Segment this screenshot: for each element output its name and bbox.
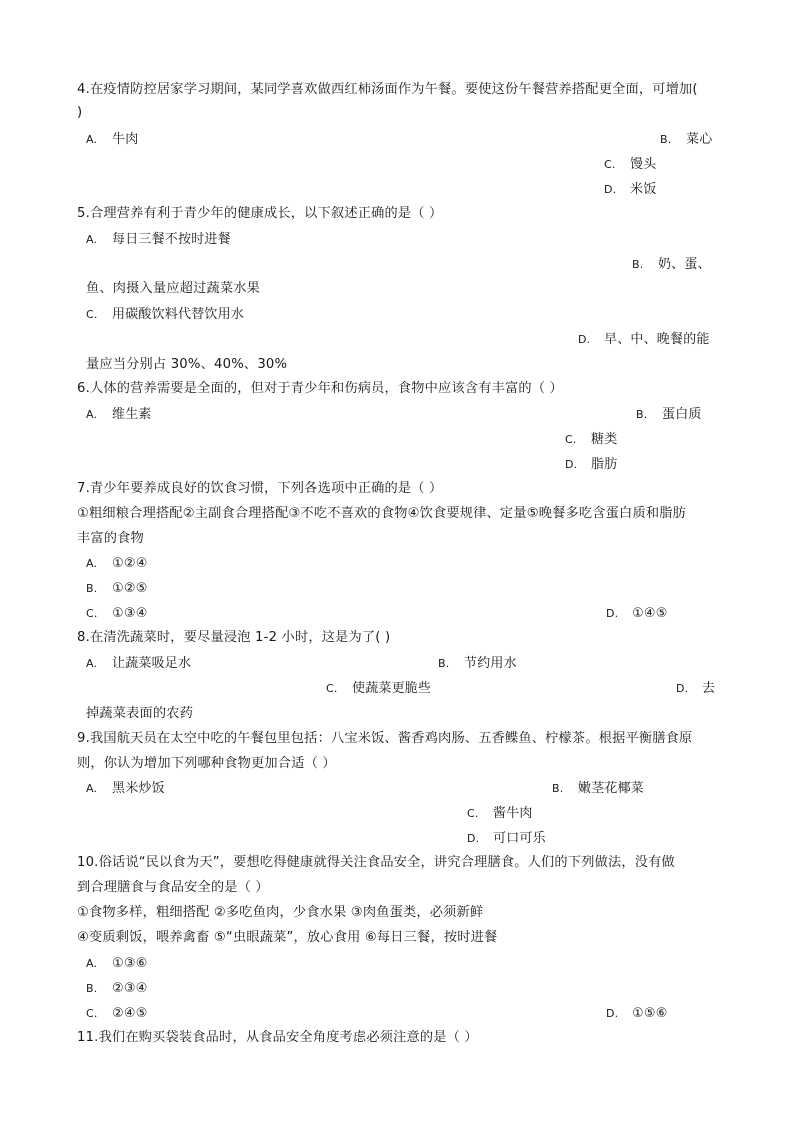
option-text: ②③④ [112,981,148,996]
option-label: B. [636,408,648,421]
q8-option-b[interactable] [438,655,517,672]
option-text: ①④⑤ [632,606,668,621]
q8-option-d[interactable] [676,680,715,697]
q10-stem-line1: 10.俗话说“民以食为天”，要想吃得健康就得关注食品安全，讲究合理膳食。人们的下列做法，没有做 [77,855,675,870]
option-text: 牛肉 [112,132,139,147]
option-label: C. [86,308,98,321]
q9-stem-line2: 则，你认为增加下列哪种食物更加合适（ ） [77,756,336,771]
q10-option-c[interactable] [86,1005,148,1022]
option-label: B. [552,782,564,795]
q5-option-b-continued: 鱼、肉摄入量应超过蔬菜水果 [86,281,261,296]
q4-option-d[interactable] [604,181,656,198]
q10-items-line2: ④变质剩饭，喂养禽畜 ⑤“虫眼蔬菜”，放心食用 ⑥每日三餐，按时进餐 [77,930,498,945]
option-label: B. [86,982,98,995]
option-label: A. [86,133,98,146]
option-text: 让蔬菜吸足水 [112,656,192,671]
q7-items-line2: 丰富的食物 [77,531,144,546]
q7-option-d[interactable] [606,605,668,622]
option-text: 米饭 [630,182,657,197]
option-label: D. [676,682,689,695]
q5-stem: 5.合理营养有利于青少年的健康成长，以下叙述正确的是（ ） [77,206,443,221]
option-text: 酱牛肉 [493,806,533,821]
option-text: ②④⑤ [112,1006,148,1021]
option-text: ①③④ [112,606,148,621]
option-label: C. [326,682,338,695]
option-text: 每日三餐不按时进餐 [112,232,231,247]
option-label: A. [86,557,98,570]
option-label: B. [86,582,98,595]
q8-stem: 8.在清洗蔬菜时，要尽量浸泡 1-2 小时，这是为了( ) [77,630,391,645]
option-text: 奶、蛋、 [658,257,711,272]
q9-option-c[interactable] [467,805,533,822]
option-label: D. [606,607,619,620]
q5-option-d[interactable] [578,331,710,348]
option-text: 脂肪 [591,457,618,472]
option-label: A. [86,782,98,795]
q4-option-a[interactable] [86,131,138,148]
q5-option-b[interactable] [632,256,711,273]
option-text: 馒头 [630,157,657,172]
q7-option-b[interactable] [86,580,148,597]
q6-option-d[interactable] [565,456,617,473]
option-text: ①②④ [112,556,148,571]
option-label: D. [467,832,480,845]
q6-option-c[interactable] [565,431,617,448]
option-label: D. [604,183,617,196]
q4-option-c[interactable] [604,156,656,173]
q7-items-line1: ①粗细粮合理搭配②主副食合理搭配③不吃不喜欢的食物④饮食要规律、定量⑤晚餐多吃含蛋白质和脂肪 [77,506,686,521]
option-label: B. [632,258,644,271]
q6-stem: 6.人体的营养需要是全面的，但对于青少年和伤病员，食物中应该含有丰富的（ ） [77,381,563,396]
q5-option-a[interactable] [86,231,231,248]
q10-stem-line2: 到合理膳食与食品安全的是（ ） [77,880,269,895]
q10-option-d[interactable] [606,1005,668,1022]
q5-option-d-continued: 量应当分别占 30%、40%、30% [86,357,288,372]
q6-option-b[interactable] [636,406,702,423]
q4-stem-line2: ) [77,105,83,120]
option-text: 用碳酸饮料代替饮用水 [112,307,245,322]
option-text: ①②⑤ [112,581,148,596]
option-text: 黑米炒饭 [112,781,165,796]
option-text: 维生素 [112,407,152,422]
option-label: A. [86,657,98,670]
option-text: 蛋白质 [662,407,702,422]
option-text: 使蔬菜更脆些 [352,681,432,696]
option-label: D. [565,458,578,471]
option-text: 可口可乐 [493,831,546,846]
option-text: 糖类 [591,432,618,447]
option-text: 节约用水 [464,656,517,671]
q7-stem: 7.青少年要养成良好的饮食习惯，下列各选项中正确的是（ ） [77,481,443,496]
q5-option-c[interactable] [86,306,244,323]
q9-option-b[interactable] [552,780,644,797]
option-text: 去 [702,681,716,696]
option-text: 嫩茎花椰菜 [578,781,645,796]
q10-option-a[interactable] [86,955,148,972]
q7-option-a[interactable] [86,555,148,572]
q4-option-b[interactable] [660,131,712,148]
q8-option-c[interactable] [326,680,431,697]
option-label: A. [86,408,98,421]
option-text: ①③⑥ [112,956,148,971]
q7-option-c[interactable] [86,605,148,622]
option-label: B. [660,133,672,146]
q11-stem: 11.我们在购买袋装食品时，从食品安全角度考虑必须注意的是（ ） [77,1030,478,1045]
q9-option-a[interactable] [86,780,165,797]
q4-stem-line1: 4.在疫情防控居家学习期间，某同学喜欢做西红柿汤面作为午餐。要使这份午餐营养搭配更全面，可增加( [77,82,698,97]
q10-option-b[interactable] [86,980,148,997]
q8-option-d-continued: 掉蔬菜表面的农药 [86,706,194,721]
option-text: 菜心 [686,132,713,147]
option-label: C. [604,158,616,171]
q10-items-line1: ①食物多样，粗细搭配 ②多吃鱼肉，少食水果 ③肉鱼蛋类，必须新鲜 [77,905,484,920]
option-label: C. [467,807,479,820]
option-text: ①⑤⑥ [632,1006,668,1021]
option-label: B. [438,657,450,670]
q9-option-d[interactable] [467,830,546,847]
option-label: D. [606,1007,619,1020]
option-label: C. [86,607,98,620]
q8-option-a[interactable] [86,655,191,672]
option-label: A. [86,233,98,246]
option-text: 早、中、晚餐的能 [604,332,710,347]
option-label: C. [86,1007,98,1020]
option-label: D. [578,333,591,346]
option-label: C. [565,433,577,446]
q9-stem-line1: 9.我国航天员在太空中吃的午餐包里包括：八宝米饭、酱香鸡肉肠、五香鲽鱼、柠檬茶。根据平衡膳食原 [77,731,693,746]
q6-option-a[interactable] [86,406,152,423]
option-label: A. [86,957,98,970]
